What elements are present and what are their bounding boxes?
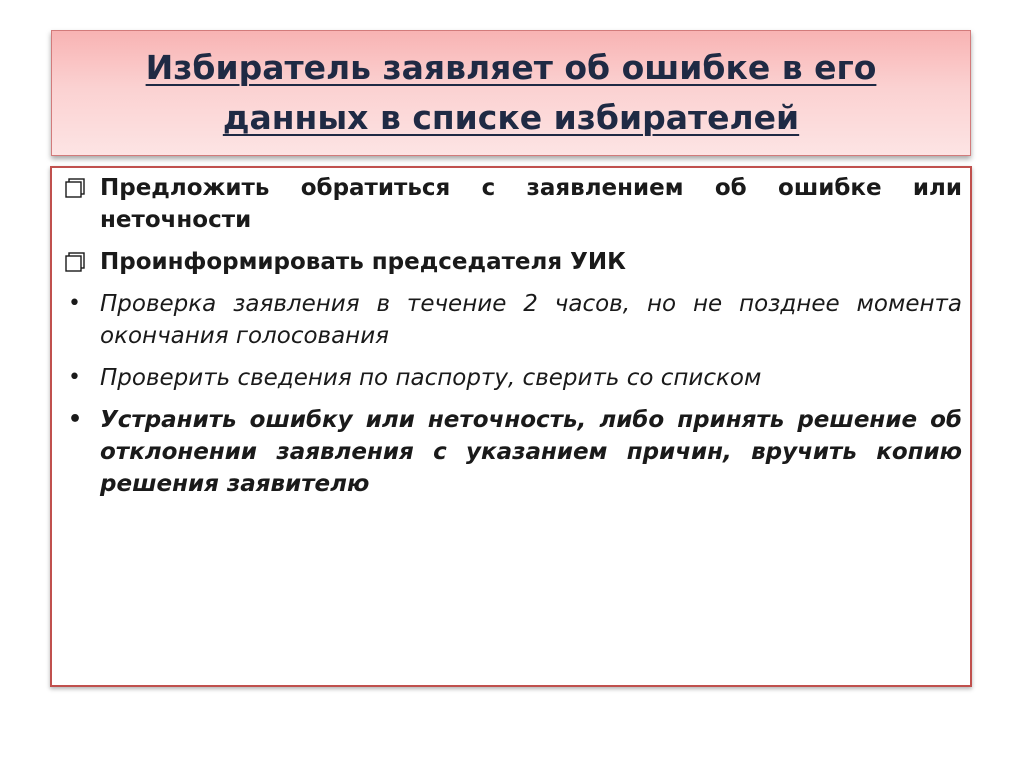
bullet-marker: • [68,365,81,390]
list-item [64,362,962,394]
bullet-marker: • [68,291,81,316]
bullet-marker: • [68,407,83,432]
slide-title: Избиратель заявляет об ошибке в его данных в списке избирателей [145,48,877,137]
list-item [64,404,962,500]
bullet-list [64,172,962,510]
checkbox-icon [64,246,94,278]
list-item-text: Проинформировать председателя УИК [100,249,626,275]
checkbox-icon [64,172,94,204]
title-banner [51,30,971,156]
content-panel [50,166,972,687]
list-item [64,288,962,352]
list-item [64,172,962,236]
list-item-text: Проверить сведения по паспорту, сверить со списком [100,365,762,391]
list-item [64,246,962,278]
list-item-text: Устранить ошибку или неточность, либо принять решение об отклонении заявления с указанием причин, вручить копию решения заявителю [100,407,962,497]
list-item-text: Предложить обратиться с заявлением об ошибке или неточности [100,175,962,233]
list-item-text: Проверка заявления в течение 2 часов, но не позднее момента окончания голосования [100,291,962,349]
